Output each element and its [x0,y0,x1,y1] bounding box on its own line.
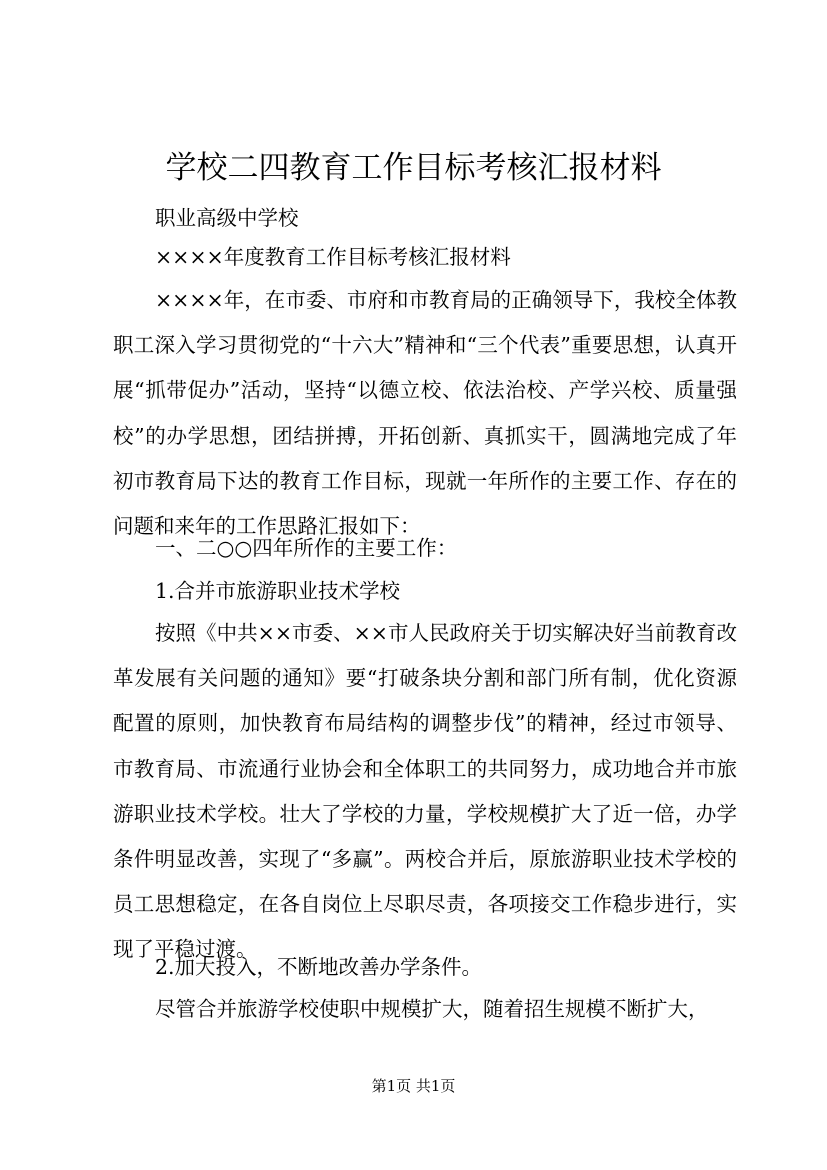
section-heading-1: 一、二○○四年所作的主要工作： [155,536,458,560]
paragraph-intro: ××××年，在市委、市府和市教育局的正确领导下，我校全体教职工深入学习贯彻党的“十六大”精神和“三个代表”重要思想，认真开展“抓带促办”活动，坚持“以德立校、依法治校、产学兴校、质量强校”的办学思想，团结拼搏，开拓创新、真抓实干，圆满地完成了年初市教育局下达的教育工作目标，现就一年所作的主要工作、存在的问题和来年的工作思路汇报如下： [113,288,737,539]
paragraph-school-name: 职业高级中学校 [155,206,299,230]
document-title: 学校二四教育工作目标考核汇报材料 [165,150,662,186]
subheading-1: 1.合并市旅游职业技术学校 [155,579,401,603]
page-footer: 第1页 共1页 [371,1077,456,1095]
paragraph-merge: 按照《中共××市委、××市人民政府关于切实解决好当前教育改革发展有关问题的通知》要“打破条块分割和部门所有制，优化资源配置的原则，加快教育布局结构的调整步伐”的精神，经过市领导、市教育局、市流通行业协会和全体职工的共同努力，成功地合并市旅游职业技术学校。壮大了学校的力量，学校规模扩大了近一倍，办学条件明显改善，实现了“多赢”。两校合并后，原旅游职业技术学校的员工思想稳定，在各自岗位上尽职尽责，各项接交工作稳步进行，实现了平稳过渡。 [113,621,737,962]
paragraph-investment: 尽管合并旅游学校使职中规模扩大，随着招生规模不断扩大， [155,997,709,1021]
subheading-2: 2.加大投入，不断地改善办学条件。 [155,955,483,979]
paragraph-report-subtitle: ××××年度教育工作目标考核汇报材料 [155,245,511,269]
